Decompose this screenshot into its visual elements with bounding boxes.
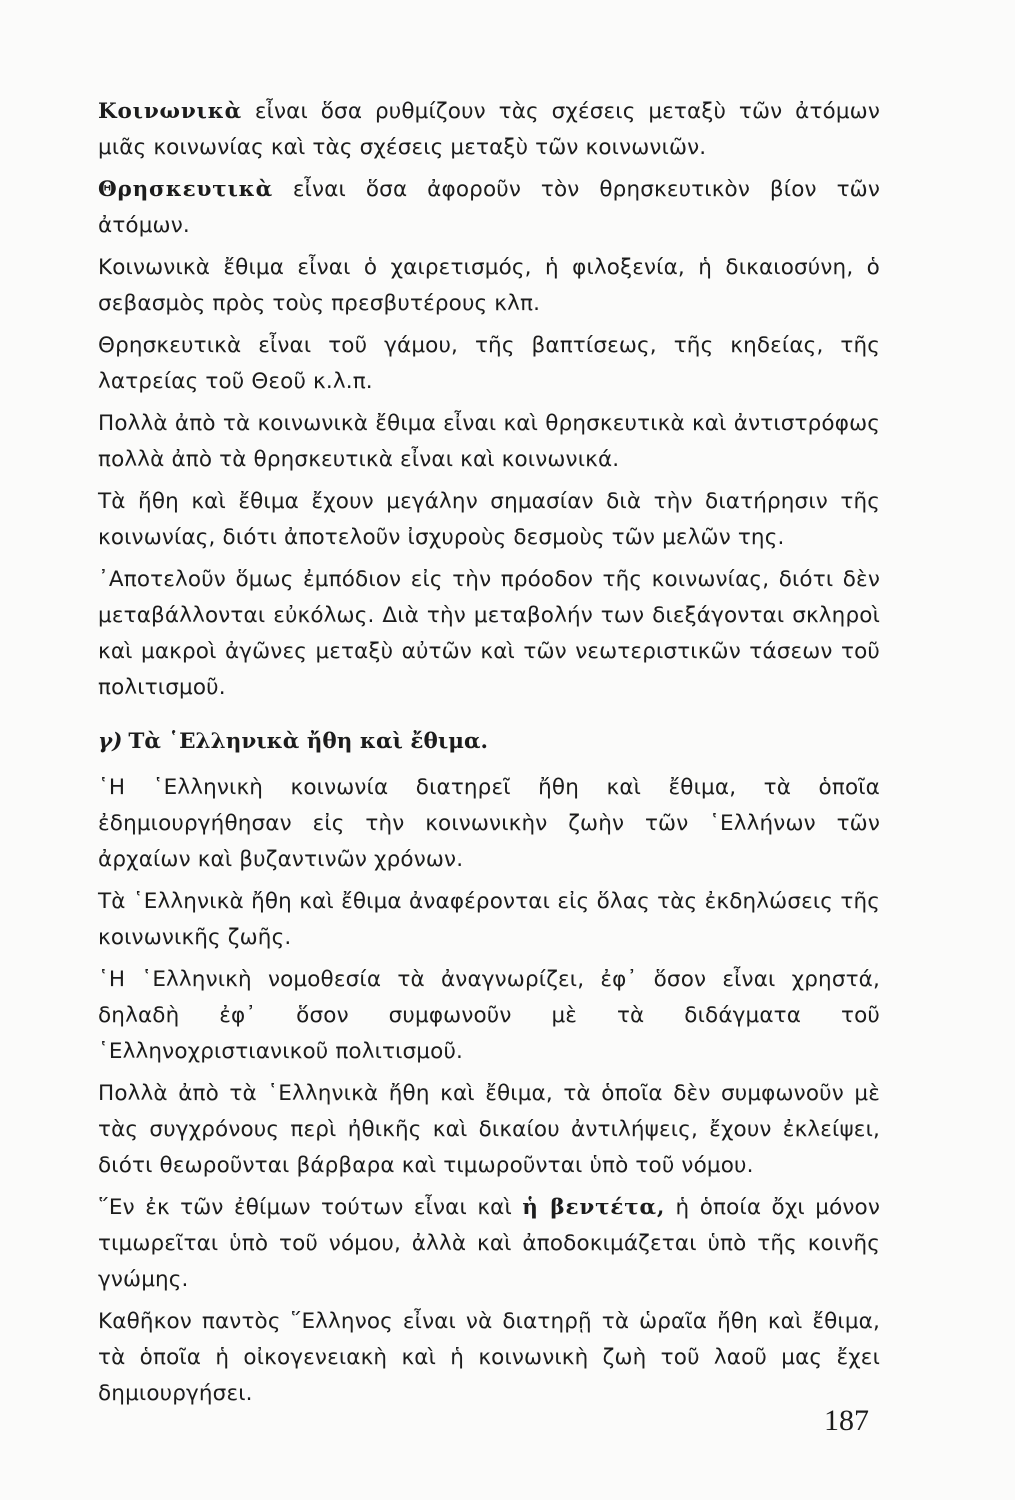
paragraph-greek-customs: Τὰ ῾Ελληνικὰ ἤθη καὶ ἔθιμα ἀναφέρονται εἰς ὅλας τὰς ἐκδηλώσεις τῆς κοινωνικῆς ζωῆς. [98,889,880,950]
paragraph-abandoned-customs: Πολλὰ ἀπὸ τὰ ῾Ελληνικὰ ἤθη καὶ ἔθιμα, τὰ ὁποῖα δὲν συμφωνοῦν μὲ τὰς συγχρόνους περὶ ἠθικῆς καὶ δικαίου ἀντιλήψεις, ἔχουν ἐκλείψει, διότι θεωροῦνται βάρβαρα καὶ τιμωροῦνται ὑπὸ τοῦ νόμου. [98,1081,880,1178]
paragraph-text: ῞Εν ἐκ τῶν ἐθίμων τούτων εἶναι καὶ [98,1195,523,1220]
paragraph-social-definition [98,94,880,166]
paragraph-legislation: ῾Η ῾Ελληνικὴ νομοθεσία τὰ ἀναγνωρίζει, ἐφ᾿ ὅσον εἶναι χρηστά, δηλαδὴ ἐφ᾿ ὅσον συμφωνοῦν μὲ τὰ διδάγματα τοῦ ῾Ελληνοχριστιανικοῦ πολιτισμοῦ. [98,967,880,1064]
section-heading [98,724,880,760]
term-religious: Θρησκευτικὰ [98,177,273,202]
paragraph-importance: Τὰ ἤθη καὶ ἔθιμα ἔχουν μεγάλην σημασίαν διὰ τὴν διατήρησιν τῆς κοινωνίας, διότι ἀποτελοῦν ἰσχυροὺς δεσμοὺς τῶν μελῶν της. [98,489,880,550]
paragraph-overlap: Πολλὰ ἀπὸ τὰ κοινωνικὰ ἔθιμα εἶναι καὶ θρησκευτικὰ καὶ ἀντιστρόφως πολλὰ ἀπὸ τὰ θρησκευτικὰ εἶναι καὶ κοινωνικά. [98,411,880,472]
body-text [98,94,880,1418]
page-number: 187 [824,1404,869,1437]
paragraph-text: εἶναι ὅσα ρυθμίζουν τὰς σχέσεις μεταξὺ τῶν ἀτόμων μιᾶς κοινωνίας καὶ τὰς σχέσεις μεταξὺ τῶν κοινωνιῶν. [98,99,880,160]
term-social: Κοινωνικὰ [98,99,242,124]
paragraph-vendetta [98,1190,880,1298]
paragraph-social-customs: Κοινωνικὰ ἔθιμα εἶναι ὁ χαιρετισμός, ἡ φιλοξενία, ἡ δικαιοσύνη, ὁ σεβασμὸς πρὸς τοὺς πρεσβυτέρους κλπ. [98,255,880,316]
paragraph-duty: Καθῆκον παντὸς ῞Ελληνος εἶναι νὰ διατηρῇ τὰ ὡραῖα ἤθη καὶ ἔθιμα, τὰ ὁποῖα ἡ οἰκογενειακὴ καὶ ἡ κοινωνικὴ ζωὴ τοῦ λαοῦ μας ἔχει δημιουργήσει. [98,1309,880,1406]
paragraph-text: ἡ ὁποία ὄχι μόνον τιμωρεῖται ὑπὸ τοῦ νόμου, ἀλλὰ καὶ ἀποδοκιμάζεται ὑπὸ τῆς κοινῆς γνώμης. [98,1195,880,1292]
paragraph-greek-society: ῾Η ῾Ελληνικὴ κοινωνία διατηρεῖ ἤθη καὶ ἔθιμα, τὰ ὁποῖα ἐδημιουργήθησαν εἰς τὴν κοινωνικὴν ζωὴν τῶν ῾Ελλήνων τῶν ἀρχαίων καὶ βυζαντινῶν χρόνων. [98,775,880,872]
term-vendetta: ἡ βεντέτα, [522,1195,666,1220]
paragraph-religious-definition [98,172,880,244]
paragraph-text: εἶναι ὅσα ἀφοροῦν τὸν θρησκευτικὸν βίον τῶν ἀτόμων. [98,177,880,238]
paragraph-religious-customs: Θρησκευτικὰ εἶναι τοῦ γάμου, τῆς βαπτίσεως, τῆς κηδείας, τῆς λατρείας τοῦ Θεοῦ κ.λ.π. [98,333,880,394]
section-label: γ) [98,729,123,754]
section-title: Τὰ ῾Ελληνικὰ ἤθη καὶ ἔθιμα. [128,729,489,754]
paragraph-obstacle: ᾿Αποτελοῦν ὅμως ἐμπόδιον εἰς τὴν πρόοδον τῆς κοινωνίας, διότι δὲν μεταβάλλονται εὐκόλως. Διὰ τὴν μεταβολήν των διεξάγονται σκληροὶ καὶ μακροὶ ἀγῶνες μεταξὺ αὐτῶν καὶ τῶν νεωτεριστικῶν τάσεων τοῦ πολιτισμοῦ. [98,567,880,700]
